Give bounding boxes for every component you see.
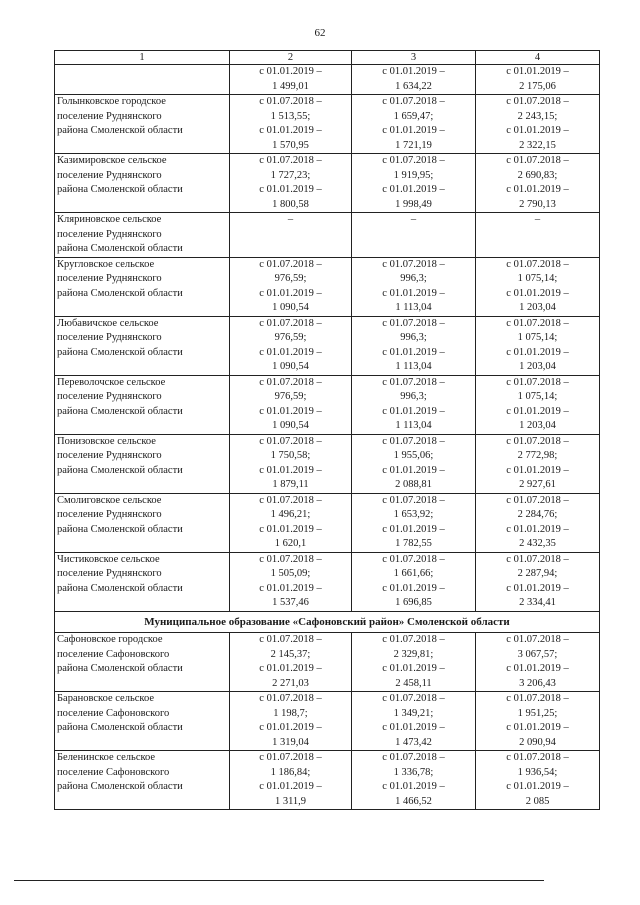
tariff-line: с 01.01.2019 – xyxy=(382,582,445,594)
tariff-line: 1 198,7; xyxy=(273,707,308,719)
settlement-name-line: поселение Руднянского xyxy=(57,273,162,284)
tariff-line: 1 336,78; xyxy=(393,766,434,778)
column-3-cell xyxy=(352,552,476,611)
settlement-name-line: района Смоленской области xyxy=(57,781,183,792)
settlement-name-line: района Смоленской области xyxy=(57,663,183,674)
tariff-line: 1 998,49 xyxy=(395,198,432,210)
tariff-line: с 01.07.2018 – xyxy=(506,258,569,270)
settlement-name-line: района Смоленской области xyxy=(57,287,183,299)
column-2-cell xyxy=(230,65,352,95)
tariff-line: с 01.01.2019 – xyxy=(259,582,322,594)
tariff-line: с 01.01.2019 – xyxy=(506,405,569,417)
tariff-line: с 01.07.2018 – xyxy=(259,752,322,763)
settlement-name-line: поселение Руднянского xyxy=(57,332,162,343)
column-4-cell xyxy=(476,95,600,154)
settlement-name-line: поселение Руднянского xyxy=(57,228,162,240)
settlement-name-line: Кругловское сельское xyxy=(57,258,155,270)
column-4-cell xyxy=(476,751,600,810)
column-4-cell xyxy=(476,692,600,751)
settlement-name-line: района Смоленской области xyxy=(57,464,183,476)
tariff-line: с 01.07.2018 – xyxy=(506,553,569,565)
column-3-cell xyxy=(352,154,476,213)
tariff-line: 2 690,83; xyxy=(517,169,558,181)
tariff-line: с 01.07.2018 – xyxy=(259,155,322,166)
tariff-line: 2 271,03 xyxy=(272,677,309,689)
column-2-cell xyxy=(230,375,352,434)
tariff-line: с 01.07.2018 – xyxy=(382,317,445,329)
column-3-cell xyxy=(352,434,476,493)
tariff-line: с 01.07.2018 – xyxy=(506,693,569,704)
tariff-line: с 01.07.2018 – xyxy=(259,317,322,329)
tariff-line: 2 334,41 xyxy=(519,597,556,608)
settlement-name-line: Сафоновское городское xyxy=(57,634,163,645)
tariff-line: с 01.07.2018 – xyxy=(382,553,445,565)
table-row xyxy=(55,65,600,95)
tariff-line: 1 113,04 xyxy=(395,302,432,313)
tariff-line: 2 085 xyxy=(525,795,550,807)
table-row xyxy=(55,692,600,751)
settlement-name-line: района Смоленской области xyxy=(57,184,183,195)
tariff-line: с 01.07.2018 – xyxy=(382,693,445,704)
tariff-line: с 01.01.2019 – xyxy=(506,722,569,733)
settlement-name-line: района Смоленской области xyxy=(57,722,183,733)
settlement-name-cell xyxy=(55,552,230,611)
column-number-row xyxy=(55,51,600,65)
tariff-line: с 01.01.2019 – xyxy=(506,582,569,594)
tariff-line: 2 322,15 xyxy=(519,139,556,151)
column-3-cell xyxy=(352,751,476,810)
column-2-cell xyxy=(230,633,352,692)
tariff-line: 1 936,54; xyxy=(517,766,558,778)
tariff-line: с 01.07.2018 – xyxy=(382,494,445,506)
column-2-cell xyxy=(230,493,352,552)
column-3-cell xyxy=(352,95,476,154)
tariff-line: 1 075,14; xyxy=(517,391,558,402)
tariff-line: 1 496,21; xyxy=(270,509,311,520)
tariff-line: с 01.07.2018 – xyxy=(382,96,445,107)
tariff-line: с 01.01.2019 – xyxy=(382,781,445,792)
tariff-line: 1 473,42 xyxy=(395,736,432,748)
tariff-line: с 01.01.2019 – xyxy=(259,287,322,299)
tariff-line: с 01.07.2018 – xyxy=(259,258,322,270)
tariff-line: 976,59; xyxy=(274,273,307,284)
tariff-line: 1 090,54 xyxy=(272,420,309,431)
settlement-name-cell xyxy=(55,751,230,810)
table-row xyxy=(55,257,600,316)
tariff-line: с 01.07.2018 – xyxy=(506,494,569,506)
settlement-name-line: Переволочское сельское xyxy=(57,376,166,388)
settlement-name-line: Голынковское городское xyxy=(57,96,166,107)
tariff-line: 1 203,04 xyxy=(519,361,556,372)
column-3-cell xyxy=(352,316,476,375)
column-3-cell xyxy=(352,257,476,316)
tariff-line: 1 696,85 xyxy=(395,597,432,608)
tariff-line: 1 090,54 xyxy=(272,302,309,313)
tariff-line: – xyxy=(534,214,541,225)
tariff-line: 996,3; xyxy=(400,273,427,284)
tariff-line: с 01.07.2018 – xyxy=(259,553,322,565)
settlement-name-line: Барановское сельское xyxy=(57,693,155,704)
column-2-cell xyxy=(230,257,352,316)
tariff-line: 1 919,95; xyxy=(393,169,434,181)
table-row xyxy=(55,434,600,493)
column-2-cell xyxy=(230,552,352,611)
settlement-name-line: Казимировское сельское xyxy=(57,155,167,166)
tariff-line: с 01.07.2018 – xyxy=(506,752,569,763)
column-header-3: 3 xyxy=(352,51,476,65)
column-2-cell xyxy=(230,213,352,258)
tariff-line: 2 284,76; xyxy=(517,509,558,520)
settlement-name-line: поселение Сафоновского xyxy=(57,648,170,660)
tariff-line: 1 955,06; xyxy=(393,450,434,461)
settlement-name-cell xyxy=(55,154,230,213)
tariff-line: с 01.01.2019 – xyxy=(259,184,322,195)
tariff-line: с 01.01.2019 – xyxy=(382,184,445,195)
section-row xyxy=(55,611,600,633)
tariff-line: – xyxy=(410,214,417,225)
tariff-line: 1 951,25; xyxy=(517,707,558,719)
tariff-line: 1 634,22 xyxy=(395,80,432,92)
tariff-line: 1 620,1 xyxy=(274,538,307,549)
tariff-line: с 01.07.2018 – xyxy=(506,96,569,107)
tariff-line: с 01.07.2018 – xyxy=(506,376,569,388)
settlement-name-cell xyxy=(55,493,230,552)
tariff-line: 3 067,57; xyxy=(517,648,558,660)
tariff-line: с 01.01.2019 – xyxy=(506,125,569,136)
table-row xyxy=(55,375,600,434)
column-4-cell xyxy=(476,65,600,95)
tariff-line: 1 090,54 xyxy=(272,361,309,372)
tariff-line: с 01.01.2019 – xyxy=(382,125,445,136)
column-4-cell xyxy=(476,493,600,552)
tariff-line: 1 653,92; xyxy=(393,509,434,520)
tariff-line: 976,59; xyxy=(274,391,307,402)
settlement-name-cell xyxy=(55,375,230,434)
tariff-line: 1 505,09; xyxy=(270,568,311,579)
column-3-cell xyxy=(352,493,476,552)
tariff-line: с 01.01.2019 – xyxy=(382,66,445,77)
column-4-cell xyxy=(476,213,600,258)
tariff-line: 2 790,13 xyxy=(519,198,556,210)
tariff-line: с 01.01.2019 – xyxy=(382,722,445,733)
tariff-line: 1 499,01 xyxy=(272,80,309,92)
tariff-line: с 01.01.2019 – xyxy=(382,464,445,476)
column-2-cell xyxy=(230,434,352,493)
column-3-cell xyxy=(352,633,476,692)
tariff-line: с 01.01.2019 – xyxy=(382,523,445,535)
tariff-line: с 01.01.2019 – xyxy=(506,464,569,476)
tariff-line: с 01.01.2019 – xyxy=(259,125,322,136)
tariff-line: 1 203,04 xyxy=(519,420,556,431)
settlement-name-cell xyxy=(55,692,230,751)
tariff-line: 1 203,04 xyxy=(519,302,556,313)
settlement-name-line: Чистиковское сельское xyxy=(57,553,160,565)
settlement-name-cell xyxy=(55,434,230,493)
tariff-line: 2 458,11 xyxy=(395,677,432,689)
column-header-4: 4 xyxy=(476,51,600,65)
column-3-cell xyxy=(352,213,476,258)
tariff-line: с 01.01.2019 – xyxy=(382,287,445,299)
settlement-name-cell xyxy=(55,213,230,258)
tariff-line: 2 090,94 xyxy=(519,736,556,748)
settlement-name-line: поселение Руднянского xyxy=(57,450,162,461)
settlement-name-line: поселение Руднянского xyxy=(57,110,162,122)
tariff-line: с 01.01.2019 – xyxy=(506,287,569,299)
tariff-line: 1 661,66; xyxy=(393,568,434,579)
tariff-line: с 01.07.2018 – xyxy=(259,494,322,506)
table-row xyxy=(55,493,600,552)
column-4-cell xyxy=(476,552,600,611)
tariff-line: с 01.01.2019 – xyxy=(259,781,322,792)
settlement-name-cell xyxy=(55,95,230,154)
tariff-line: 1 879,11 xyxy=(272,479,309,490)
tariff-line: с 01.07.2018 – xyxy=(382,752,445,763)
column-2-cell xyxy=(230,95,352,154)
tariff-table xyxy=(54,50,600,810)
settlement-name-line: района Смоленской области xyxy=(57,125,183,136)
tariff-line: – xyxy=(287,214,294,225)
settlement-name-cell xyxy=(55,65,230,95)
tariff-line: 1 727,23; xyxy=(270,169,311,181)
settlement-name-line: района Смоленской области xyxy=(57,582,183,594)
tariff-line: с 01.01.2019 – xyxy=(506,346,569,358)
table-row xyxy=(55,633,600,692)
settlement-name-line: Понизовское сельское xyxy=(57,435,156,447)
tariff-line: 1 075,14; xyxy=(517,273,558,284)
table-row xyxy=(55,751,600,810)
column-2-cell xyxy=(230,316,352,375)
column-4-cell xyxy=(476,633,600,692)
column-3-cell xyxy=(352,692,476,751)
tariff-line: с 01.07.2018 – xyxy=(382,634,445,645)
column-header-2: 2 xyxy=(230,51,352,65)
column-2-cell xyxy=(230,751,352,810)
settlement-name-line: поселение Руднянского xyxy=(57,509,162,520)
column-2-cell xyxy=(230,692,352,751)
settlement-name-cell xyxy=(55,257,230,316)
tariff-line: 1 113,04 xyxy=(395,420,432,431)
tariff-line: 1 570,95 xyxy=(272,139,309,151)
tariff-line: с 01.01.2019 – xyxy=(506,663,569,674)
tariff-line: 1 075,14; xyxy=(517,332,558,343)
column-4-cell xyxy=(476,154,600,213)
settlement-name-cell xyxy=(55,633,230,692)
tariff-line: с 01.01.2019 – xyxy=(506,184,569,195)
tariff-line: 1 659,47; xyxy=(393,110,434,122)
tariff-line: с 01.07.2018 – xyxy=(506,317,569,329)
tariff-line: с 01.07.2018 – xyxy=(382,155,445,166)
tariff-line: с 01.01.2019 – xyxy=(259,464,322,476)
settlement-name-cell xyxy=(55,316,230,375)
tariff-line: с 01.07.2018 – xyxy=(259,634,322,645)
settlement-name-line: поселение Руднянского xyxy=(57,169,162,181)
table-body-rudnya xyxy=(55,65,600,612)
settlement-name-line: района Смоленской области xyxy=(57,523,183,535)
tariff-line: с 01.01.2019 – xyxy=(259,405,322,417)
tariff-line: 2 287,94; xyxy=(517,568,558,579)
column-2-cell xyxy=(230,154,352,213)
column-header-1: 1 xyxy=(55,51,230,65)
tariff-line: с 01.07.2018 – xyxy=(506,155,569,166)
tariff-line: с 01.07.2018 – xyxy=(382,258,445,270)
tariff-line: с 01.01.2019 – xyxy=(259,663,322,674)
tariff-line: 1 466,52 xyxy=(395,795,432,807)
tariff-line: с 01.07.2018 – xyxy=(259,376,322,388)
tariff-line: с 01.01.2019 – xyxy=(506,523,569,535)
settlement-name-line: поселение Руднянского xyxy=(57,568,162,579)
settlement-name-line: Любавичское сельское xyxy=(57,317,159,329)
tariff-line: 2 432,35 xyxy=(519,538,556,549)
tariff-line: 1 349,21; xyxy=(393,707,434,719)
settlement-name-line: Кляриновское сельское xyxy=(57,214,162,225)
tariff-line: с 01.07.2018 – xyxy=(382,376,445,388)
settlement-name-line: Смолиговское сельское xyxy=(57,494,162,506)
tariff-line: с 01.07.2018 – xyxy=(506,634,569,645)
tariff-line: 1 311,9 xyxy=(274,795,307,807)
tariff-line: с 01.01.2019 – xyxy=(506,66,569,77)
tariff-line: 1 537,46 xyxy=(272,597,309,608)
tariff-line: 1 750,58; xyxy=(270,450,311,461)
tariff-line: 2 329,81; xyxy=(393,648,434,660)
section-title: Муниципальное образование «Сафоновский район» Смоленской области xyxy=(55,611,600,633)
tariff-line: с 01.07.2018 – xyxy=(259,96,322,107)
settlement-name-line: поселение Руднянского xyxy=(57,391,162,402)
tariff-line: с 01.01.2019 – xyxy=(506,781,569,792)
tariff-line: 976,59; xyxy=(274,332,307,343)
page-number: 62 xyxy=(314,27,326,39)
table-body-safonovo xyxy=(55,633,600,810)
tariff-line: 2 088,81 xyxy=(395,479,432,490)
tariff-line: с 01.01.2019 – xyxy=(382,663,445,674)
tariff-line: 1 186,84; xyxy=(270,766,311,778)
tariff-line: 3 206,43 xyxy=(519,677,556,689)
tariff-line: с 01.07.2018 – xyxy=(382,435,445,447)
tariff-line: с 01.01.2019 – xyxy=(382,346,445,358)
tariff-line: 1 782,55 xyxy=(395,538,432,549)
tariff-line: 1 113,04 xyxy=(395,361,432,372)
column-3-cell xyxy=(352,65,476,95)
tariff-line: 996,3; xyxy=(400,391,427,402)
column-3-cell xyxy=(352,375,476,434)
tariff-line: 1 513,55; xyxy=(270,110,311,122)
table-row xyxy=(55,213,600,258)
tariff-line: с 01.07.2018 – xyxy=(259,435,322,447)
tariff-line: 2 243,15; xyxy=(517,110,558,122)
tariff-line: 1 800,58 xyxy=(272,198,309,210)
tariff-line: 2 145,37; xyxy=(270,648,311,660)
column-4-cell xyxy=(476,434,600,493)
footer-rule xyxy=(14,880,544,881)
settlement-name-line: поселение Сафоновского xyxy=(57,766,170,778)
column-4-cell xyxy=(476,375,600,434)
settlement-name-line: Беленинское сельское xyxy=(57,752,156,763)
tariff-line: с 01.01.2019 – xyxy=(259,66,322,77)
tariff-line: с 01.07.2018 – xyxy=(259,693,322,704)
table-row xyxy=(55,552,600,611)
tariff-line: с 01.01.2019 – xyxy=(259,523,322,535)
tariff-line: с 01.01.2019 – xyxy=(382,405,445,417)
settlement-name-line: района Смоленской области xyxy=(57,405,183,417)
column-4-cell xyxy=(476,316,600,375)
tariff-line: 2 927,61 xyxy=(519,479,556,490)
settlement-name-line: района Смоленской области xyxy=(57,346,183,358)
table-row xyxy=(55,95,600,154)
tariff-line: 1 721,19 xyxy=(395,139,432,151)
table-row xyxy=(55,154,600,213)
tariff-line: 1 319,04 xyxy=(272,736,309,748)
tariff-line: 996,3; xyxy=(400,332,427,343)
settlement-name-line: района Смоленской области xyxy=(57,243,183,254)
tariff-line: 2 175,06 xyxy=(519,80,556,92)
tariff-line: с 01.01.2019 – xyxy=(259,722,322,733)
tariff-line: с 01.07.2018 – xyxy=(506,435,569,447)
settlement-name-line: поселение Сафоновского xyxy=(57,707,170,719)
tariff-line: 2 772,98; xyxy=(517,450,558,461)
column-4-cell xyxy=(476,257,600,316)
section-safonovo xyxy=(55,611,600,633)
table-row xyxy=(55,316,600,375)
tariff-line: с 01.01.2019 – xyxy=(259,346,322,358)
